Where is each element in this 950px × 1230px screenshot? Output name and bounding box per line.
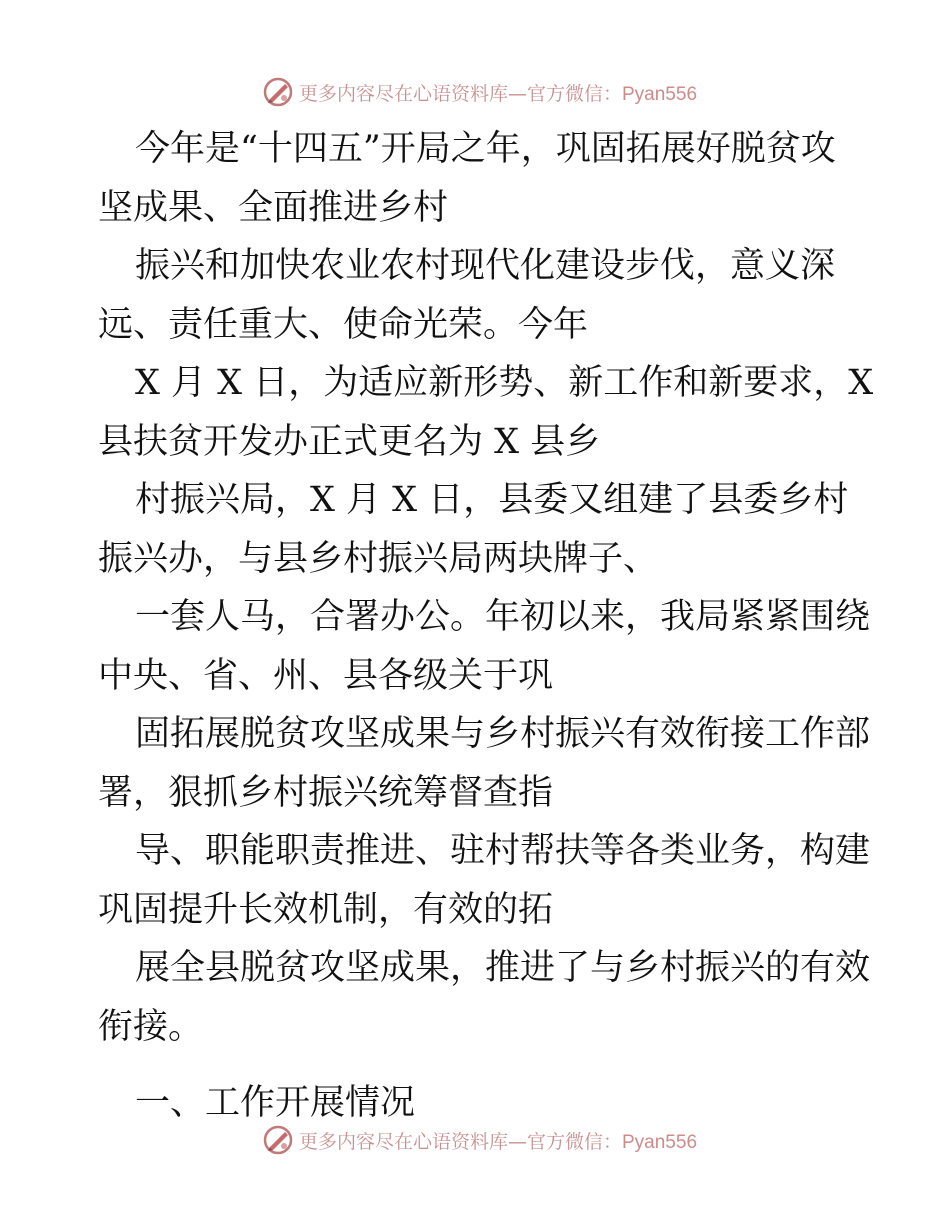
pen-logo-icon: [261, 75, 295, 109]
text-line: 远、责任重大、使命光荣。今年: [98, 304, 589, 345]
text-line: 坚成果、全面推进乡村: [98, 187, 449, 228]
text-line: 署，狠抓乡村振兴统筹督查指: [98, 772, 554, 813]
watermark-text: 更多内容尽在心语资料库—官方微信：Pyan556: [298, 82, 698, 105]
text-line: 中央、省、州、县各级关于巩: [98, 655, 554, 696]
section-heading: 一、工作开展情况: [135, 1083, 416, 1123]
text-line: 导、职能职责推进、驻村帮扶等各类业务，构建: [135, 831, 871, 871]
text-line: 今年是“十四五”开局之年，巩固拓展好脱贫攻: [135, 129, 836, 169]
text-line: 衔接。: [98, 1006, 204, 1047]
text-line: X 月 X 日，为适应新形势、新工作和新要求，X: [135, 363, 874, 403]
pen-logo-icon: [261, 1123, 295, 1157]
text-line: 县扶贫开发办正式更名为 X 县乡: [98, 421, 601, 462]
text-line: 振兴办，与县乡村振兴局两块牌子、: [98, 538, 659, 579]
text-line: 振兴和加快农业农村现代化建设步伐，意义深: [135, 246, 836, 286]
watermark-text: 更多内容尽在心语资料库—官方微信：Pyan556: [298, 1130, 698, 1153]
text-line: 村振兴局，X 月 X 日，县委又组建了县委乡村: [135, 480, 849, 520]
text-line: 一套人马，合署办公。年初以来，我局紧紧围绕: [135, 597, 871, 637]
text-line: 固拓展脱贫攻坚成果与乡村振兴有效衔接工作部: [135, 714, 871, 754]
document-body: [98, 120, 874, 1133]
text-line: 展全县脱贫攻坚成果，推进了与乡村振兴的有效: [135, 948, 871, 988]
footer-watermark: [0, 1120, 950, 1160]
header-watermark: [0, 72, 950, 112]
text-line: 巩固提升长效机制，有效的拓: [98, 889, 554, 930]
